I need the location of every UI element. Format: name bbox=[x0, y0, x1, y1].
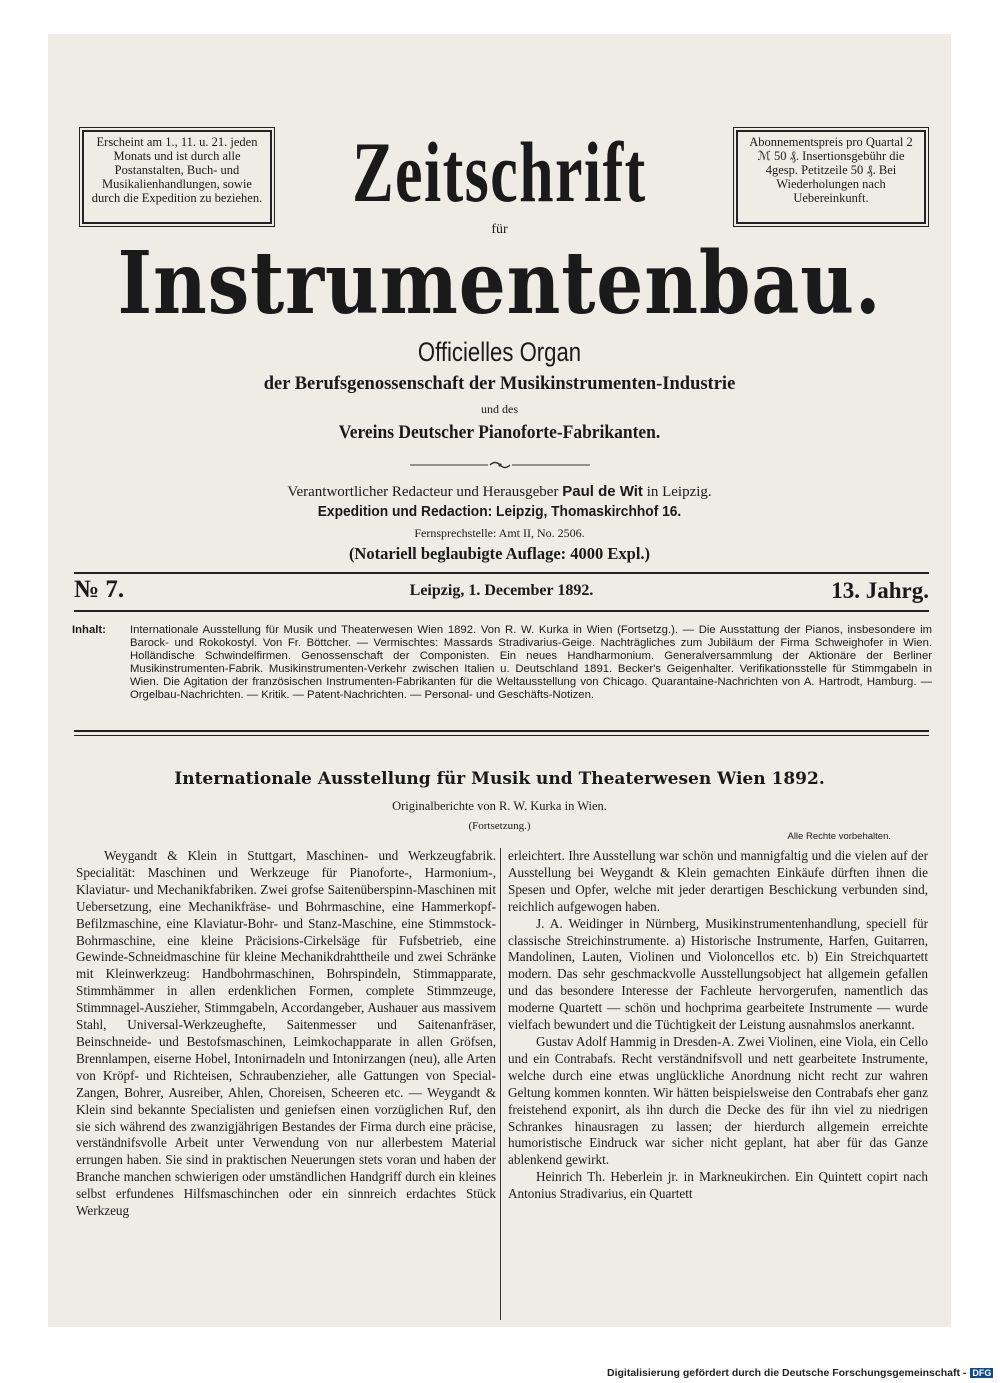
table-of-contents bbox=[72, 624, 932, 701]
paragraph-hammig: Gustav Adolf Hammig in Dresden-A. Zwei Violinen, eine Viola, ein Cello und ein Contrabafs. Recht verständnifsvoll und nett gearbeitete Instrumente, welche durch eine etwas unglückliche Anordnung nicht recht zur wahren Geltung kommen konnten. Wir hätten beispielsweise den Contrabafs eher ganz freistehend exponirt, als ihn durch die Decke des für ihn viel zu niedrigen Schrankes hinausragen zu lassen; der hierdurch allgemein erreichte humoristische Eindruck war sicher nicht geplant, hat aber für das Ganze ablenkend gewirkt. bbox=[508, 1033, 928, 1168]
article-column-left bbox=[76, 848, 496, 1220]
article-column-right bbox=[508, 848, 928, 1203]
masthead-subtitle: Officielles Organ bbox=[417, 337, 582, 367]
contents-rule-1 bbox=[74, 730, 929, 732]
masthead-vereins: Vereins Deutscher Pianoforte-Fabrikanten. bbox=[338, 422, 661, 443]
dfg-logo: DFG bbox=[972, 1368, 992, 1378]
issue-year: 13. Jahrg. bbox=[831, 578, 929, 603]
rights-reserved: Alle Rechte vorbehalten. bbox=[787, 831, 891, 842]
editor-name: Paul de Wit bbox=[562, 483, 643, 500]
article-title: Internationale Ausstellung für Musik und Theaterwesen Wien 1892. bbox=[174, 769, 825, 789]
contents-label: Inhalt: bbox=[72, 624, 106, 636]
ornament-divider bbox=[410, 460, 590, 470]
masthead-fuer: für bbox=[491, 222, 508, 237]
issue-number: № 7. bbox=[74, 576, 125, 603]
paragraph-weygandt-cont: erleichtert. Ihre Ausstellung war schön und mannigfaltig und die vielen auf der Ausstellung bei Weygandt & Klein gemachten Einkäufe dürften ihnen die Spesen und Opfer, welche mit jeder derartigen Beschickung verbunden sind, reichlich aufgewogen haben. bbox=[508, 848, 928, 914]
paragraph-weidinger: J. A. Weidinger in Nürnberg, Musikinstrumentenhandlung, speciell für classische Streichinstrumente. a) Historische Instrumente, Harfen, Guitarren, Mandolinen, Lauten, Violinen und Violoncellos etc. b) Ein Streichquartett modern. Das sehr geschmackvolle Ausstellungsobject hat allgemein gefallen und das besondere Interesse der Fachleute hervorgerufen, namentlich das moderne Quartett — schön und hochprima gearbeitete Instrumente — wurde vielfach bewundert und die Tüchtigkeit der Leistung ausnahmslos anerkannt. bbox=[508, 915, 928, 1033]
issue-date: Leipzig, 1. December 1892. bbox=[409, 582, 594, 599]
masthead-rule-bottom bbox=[74, 610, 929, 612]
masthead-rule-top bbox=[74, 572, 929, 574]
masthead-title: Zeitschrift bbox=[352, 124, 647, 220]
digitization-credit bbox=[607, 1367, 993, 1379]
newspaper-page bbox=[48, 34, 951, 1327]
paragraph-heberlein: Heinrich Th. Heberlein jr. in Markneukirchen. Ein Quintett copirt nach Antonius Stradivarius, ein Quartett bbox=[508, 1169, 928, 1202]
masthead-instrumentenbau: Instrumentenbau. bbox=[117, 233, 882, 334]
editor-prefix: Verantwortlicher Redacteur und Herausgeber bbox=[287, 484, 559, 500]
subscription-price-text: Abonnementspreis pro Quartal 2 ℳ 50 ₰. Insertionsgebühr die 4gesp. Petitzeile 50 ₰. Bei Wiederholungen nach Uebereinkunft. bbox=[749, 135, 913, 205]
telephone-line: Fernsprechstelle: Amt II, No. 2506. bbox=[414, 526, 585, 540]
editor-line bbox=[48, 483, 951, 501]
article-byline: Originalberichte von R. W. Kurka in Wien. bbox=[392, 799, 607, 813]
publication-info-text: Erscheint am 1., 11. u. 21. jeden Monats und ist durch alle Postanstalten, Buch- und Musikalienhandlungen, sowie durch die Expedition zu beziehen. bbox=[91, 135, 263, 205]
issue-row bbox=[74, 576, 929, 606]
editor-suffix: in Leipzig. bbox=[646, 484, 712, 500]
paragraph-weygandt: Weygandt & Klein in Stuttgart, Maschinen- und Werkzeugfabrik. Specialität: Maschinen und Werkzeuge für Pianoforte-, Harmonium-, Klaviatur- und Mechanikfabriken. Zwei grofse Saitenüberspinn-Maschinen mit Uebersetzung, eine Mechanikfräse- und Bohrmaschine, eine Hammerkopf-Befilzmaschine, eine Klaviatur-Bohr- und Stanz-Maschine, eine Stimmstock-Bohrmaschine, eine kleine Präcisions-Cirkelsäge für Fufsbetrieb, eine Gewinde-Schneidmaschine für kleine Mechanikdrahttheile und zwei Schränke mit Kleinwerkzeug: Handbohrmaschinen, Bohrspindeln, Stimmapparate, Stimmhämmer in allen erdenklichen Formen, complete Stimmzeuge, Stimmnagel-Auszieher, Stimmgabeln, Accordangeber, Aushauer aus massivem Stahl, Universal-Werkzeughefte, Saitenmesser und Saitenanfräser, Beinschneide- und Bestofsmaschinen, Leimkochapparate in allen Gröfsen, Brennlampen, eiserne Hobel, Intonirnadeln und Intonirzangen (neu), alle Arten von Kröpf- und Richteisen, Schraubenzieher, alle Gattungen von Special-Zangen, Bohrer, Ausreiber, Ahlen, Choreisen, Scheeren etc. — Weygandt & Klein sind bekannte Specialisten und geniefsen einen vorzüglichen Ruf, den sie sich während des zwanzigjährigen Bestandes der Firma durch eine präcise, verständnifsvolle Arbeit unter Verwendung von nur allerbestem Material errungen haben. Sie sind in praktischen Neuerungen stets voran und haben der Branche manchen schwierigen oder umständlichen Handgriff durch ein kleines selbst erfundenes Hilfsmaschinchen oder ein sinnreich erdachtes Stück Werkzeug bbox=[76, 848, 496, 1219]
contents-text: Internationale Ausstellung für Musik und Theaterwesen Wien 1892. Von R. W. Kurka in Wien (Fortsetzg.). — Die Ausstattung der Pianos, insbesondere im Barock- und Rokokostyl. Von Fr. Böttcher. — Vermischtes: Massards Stradivarius-Geige. Nachträgliches zum Jubiläum der Firma Schweighofer in Wien. Holländische Schwindelfirmen. Genossenschaft der Componisten. Ein neues Handharmonium. Generalversammlung der Aktionäre der Berliner Musikinstrumenten-Fabrik. Musikinstrumenten-Verkehr zwischen Italien u. Deutschland 1891. Becker's Geigenhalter. Verifikationsstelle für Stimmgabeln in Wien. Die Agitation der französischen Instrumenten-Fabrikanten für die Weltausstellung von Chicago. Quarantaine-Nachrichten von A. Hartrodt, Hamburg. — Orgelbau-Nachrichten. — Kritik. — Patent-Nachrichten. — Personal- und Geschäfts-Notizen. bbox=[130, 624, 932, 701]
masthead-und-des: und des bbox=[481, 402, 518, 416]
contents-rule-2 bbox=[74, 735, 929, 736]
circulation-line: (Notariell beglaubigte Auflage: 4000 Expl.) bbox=[348, 544, 651, 563]
column-divider bbox=[500, 848, 501, 1320]
credit-text: Digitalisierung gefördert durch die Deutsche Forschungsgemeinschaft - bbox=[607, 1367, 967, 1379]
expedition-line: Expedition und Redaction: Leipzig, Thomaskirchhof 16. bbox=[317, 504, 682, 520]
masthead-org-line: der Berufsgenossenschaft der Musikinstrumenten-Industrie bbox=[263, 374, 736, 394]
article-continuation: (Fortsetzung.) bbox=[468, 820, 531, 832]
